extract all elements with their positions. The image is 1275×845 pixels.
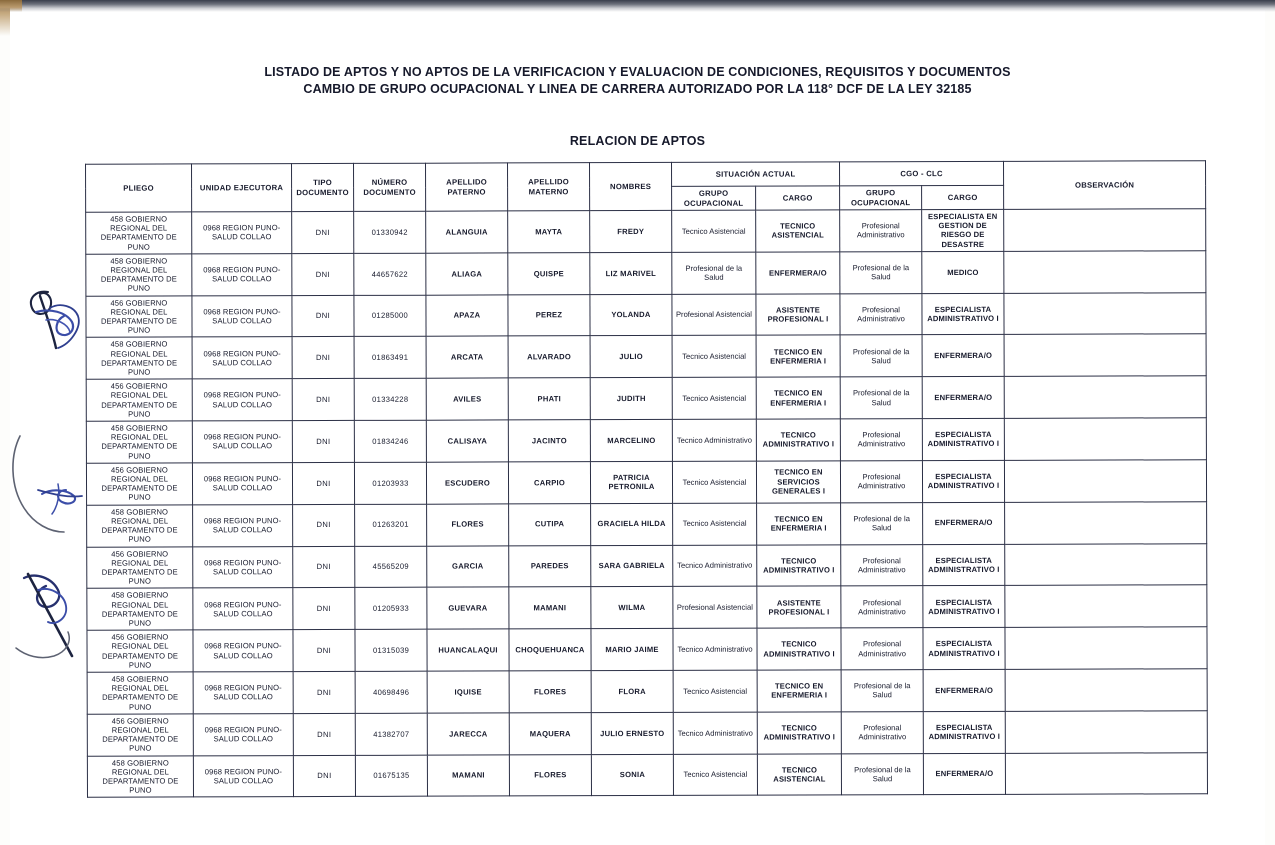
cell-cargo-actual: TECNICO EN ENFERMERIA I [756, 335, 840, 377]
cell-tipo-documento: DNI [293, 504, 355, 546]
cell-apellido-materno: FLORES [509, 754, 591, 796]
cell-apellido-paterno: ESCUDERO [426, 462, 508, 504]
relacion-de-aptos-table [85, 160, 1208, 798]
cell-unidad-ejecutora: 0968 REGION PUNO-SALUD COLLAO [192, 379, 292, 421]
cell-apellido-paterno: ALANGUIA [426, 211, 508, 253]
cell-apellido-materno: QUISPE [508, 252, 590, 294]
header-nombres: NOMBRES [590, 162, 672, 210]
cell-observacion [1004, 418, 1206, 460]
header-grupo-ocupacional-actual: GRUPO OCUPACIONAL [672, 186, 756, 210]
header-apellido-paterno: APELLIDO PATERNO [426, 163, 508, 211]
cell-apellido-materno: CUTIPA [509, 503, 591, 545]
cell-nombres: JULIO [590, 336, 672, 378]
cell-observacion [1005, 543, 1207, 585]
cell-numero-documento: 01203933 [354, 462, 426, 504]
cell-grupo-actual: Tecnico Administrativo [673, 545, 757, 587]
cell-numero-documento: 44657622 [354, 253, 426, 295]
cell-observacion [1005, 752, 1207, 794]
cell-unidad-ejecutora: 0968 REGION PUNO-SALUD COLLAO [193, 713, 293, 755]
cell-unidad-ejecutora: 0968 REGION PUNO-SALUD COLLAO [192, 253, 292, 295]
cell-cargo-actual: TECNICO ADMINISTRATIVO I [757, 712, 841, 754]
cell-observacion [1005, 627, 1207, 669]
table-row [87, 501, 1207, 546]
cell-apellido-materno: JACINTO [508, 420, 590, 462]
cell-observacion [1004, 334, 1206, 376]
cell-nombres: JUDITH [590, 378, 672, 420]
cell-tipo-documento: DNI [293, 755, 355, 797]
cell-apellido-materno: ALVARADO [508, 336, 590, 378]
cell-apellido-materno: MAQUERA [509, 712, 591, 754]
header-pliego: PLIEGO [86, 164, 192, 212]
cell-observacion [1004, 376, 1206, 418]
cell-numero-documento: 01205933 [355, 588, 427, 630]
cell-pliego: 458 GOBIERNO REGIONAL DEL DEPARTAMENTO DE PUNO [87, 505, 193, 547]
cell-cargo-cgo: MEDICO [922, 251, 1004, 293]
cell-grupo-actual: Tecnico Asistencial [673, 503, 757, 545]
aptos-table-container [85, 160, 1207, 798]
cell-numero-documento: 01863491 [354, 337, 426, 379]
cell-grupo-cgo: Profesional Administrativo [840, 210, 922, 252]
cell-cargo-cgo: ENFERMERA/O [923, 669, 1005, 711]
cell-unidad-ejecutora: 0968 REGION PUNO-SALUD COLLAO [192, 462, 292, 504]
cell-nombres: FREDY [590, 210, 672, 252]
cell-tipo-documento: DNI [292, 420, 354, 462]
cell-cargo-actual: TECNICO ASISTENCIAL [756, 210, 840, 252]
cell-unidad-ejecutora: 0968 REGION PUNO-SALUD COLLAO [193, 755, 293, 797]
cell-numero-documento: 45565209 [355, 546, 427, 588]
cell-nombres: MARIO JAIME [591, 629, 673, 671]
header-numero-documento: NÚMERO DOCUMENTO [354, 163, 426, 211]
cell-apellido-materno: FLORES [509, 671, 591, 713]
cell-unidad-ejecutora: 0968 REGION PUNO-SALUD COLLAO [193, 546, 293, 588]
cell-pliego: 458 GOBIERNO REGIONAL DEL DEPARTAMENTO DE PUNO [87, 755, 193, 797]
cell-nombres: MARCELINO [590, 419, 672, 461]
cell-grupo-actual: Tecnico Asistencial [672, 377, 756, 419]
table-row [86, 376, 1206, 421]
table-header-row-1 [86, 161, 1206, 189]
cell-cargo-cgo: ENFERMERA/O [923, 753, 1005, 795]
cell-grupo-actual: Tecnico Administrativo [672, 419, 756, 461]
cell-apellido-materno: PHATI [508, 378, 590, 420]
cell-apellido-materno: MAYTA [508, 211, 590, 253]
header-observacion: OBSERVACIÓN [1004, 161, 1206, 210]
cell-pliego: 456 GOBIERNO REGIONAL DEL DEPARTAMENTO DE PUNO [86, 463, 192, 505]
cell-pliego: 456 GOBIERNO REGIONAL DEL DEPARTAMENTO DE PUNO [86, 296, 192, 338]
cell-apellido-paterno: ARCATA [426, 336, 508, 378]
table-row [87, 543, 1207, 588]
cell-cargo-actual: TECNICO EN ENFERMERIA I [757, 503, 841, 545]
cell-tipo-documento: DNI [293, 630, 355, 672]
table-row [87, 669, 1207, 714]
cell-grupo-cgo: Profesional de la Salud [840, 251, 922, 293]
title-line-1: LISTADO DE APTOS Y NO APTOS DE LA VERIFICACION Y EVALUACION DE CONDICIONES, REQUISITOS Y DOCUMENTOS [264, 65, 1011, 79]
header-apellido-materno: APELLIDO MATERNO [508, 163, 590, 211]
table-row [86, 460, 1206, 505]
cell-apellido-paterno: GARCIA [427, 545, 509, 587]
cell-cargo-actual: ASISTENTE PROFESIONAL I [756, 294, 840, 336]
cell-nombres: SARA GABRIELA [591, 545, 673, 587]
cell-grupo-actual: Profesional de la Salud [672, 252, 756, 294]
cell-grupo-actual: Tecnico Asistencial [672, 210, 756, 252]
cell-unidad-ejecutora: 0968 REGION PUNO-SALUD COLLAO [193, 672, 293, 714]
cell-grupo-cgo: Profesional Administrativo [840, 293, 922, 335]
cell-apellido-paterno: APAZA [426, 295, 508, 337]
table-row [87, 752, 1207, 797]
cell-apellido-paterno: ALIAGA [426, 253, 508, 295]
cell-grupo-cgo: Profesional de la Salud [841, 670, 923, 712]
title-line-2: CAMBIO DE GRUPO OCUPACIONAL Y LINEA DE CARRERA AUTORIZADO POR LA 118° DCF DE LA LEY 32185 [303, 82, 972, 96]
cell-pliego: 456 GOBIERNO REGIONAL DEL DEPARTAMENTO DE PUNO [87, 546, 193, 588]
cell-apellido-paterno: IQUISE [427, 671, 509, 713]
cell-numero-documento: 40698496 [355, 671, 427, 713]
cell-apellido-materno: PAREDES [509, 545, 591, 587]
cell-cargo-cgo: ESPECIALISTA ADMINISTRATIVO I [922, 418, 1004, 460]
cell-tipo-documento: DNI [293, 671, 355, 713]
table-body [86, 209, 1208, 798]
cell-tipo-documento: DNI [292, 462, 354, 504]
cell-nombres: JULIO ERNESTO [591, 712, 673, 754]
cell-numero-documento: 41382707 [355, 713, 427, 755]
cell-numero-documento: 01285000 [354, 295, 426, 337]
cell-observacion [1004, 251, 1206, 293]
cell-apellido-paterno: JARECCA [427, 713, 509, 755]
cell-grupo-cgo: Profesional de la Salud [841, 753, 923, 795]
cell-cargo-actual: TECNICO ADMINISTRATIVO I [757, 628, 841, 670]
cell-cargo-actual: ENFERMERA/O [756, 252, 840, 294]
cell-nombres: GRACIELA HILDA [591, 503, 673, 545]
cell-grupo-cgo: Profesional Administrativo [841, 628, 923, 670]
cell-numero-documento: 01834246 [354, 420, 426, 462]
cell-grupo-cgo: Profesional Administrativo [840, 461, 922, 503]
cell-apellido-materno: CARPIO [508, 462, 590, 504]
table-row [86, 251, 1206, 296]
table-header [86, 161, 1206, 213]
cell-pliego: 458 GOBIERNO REGIONAL DEL DEPARTAMENTO DE PUNO [86, 421, 192, 463]
cell-numero-documento: 01263201 [355, 504, 427, 546]
cell-tipo-documento: DNI [292, 379, 354, 421]
cell-observacion [1005, 585, 1207, 627]
cell-grupo-actual: Tecnico Asistencial [673, 670, 757, 712]
cell-cargo-cgo: ENFERMERA/O [922, 335, 1004, 377]
cell-grupo-actual: Tecnico Asistencial [673, 754, 757, 796]
table-row [86, 418, 1206, 463]
cell-apellido-materno: MAMANI [509, 587, 591, 629]
cell-nombres: WILMA [591, 587, 673, 629]
cell-observacion [1005, 501, 1207, 543]
cell-cargo-actual: TECNICO ADMINISTRATIVO I [756, 419, 840, 461]
cell-cargo-actual: TECNICO ADMINISTRATIVO I [757, 544, 841, 586]
scan-edge-artifact [0, 0, 10, 36]
cell-nombres: PATRICIA PETRONILA [590, 461, 672, 503]
header-unidad-ejecutora: UNIDAD EJECUTORA [192, 164, 292, 212]
header-cgo-clc: CGO - CLC [840, 161, 1004, 186]
cell-cargo-cgo: ESPECIALISTA ADMINISTRATIVO I [922, 460, 1004, 502]
cell-apellido-paterno: FLORES [427, 504, 509, 546]
cell-grupo-cgo: Profesional Administrativo [841, 544, 923, 586]
header-situacion-actual: SITUACIÓN ACTUAL [672, 162, 840, 187]
cell-nombres: SONIA [591, 754, 673, 796]
cell-cargo-cgo: ESPECIALISTA ADMINISTRATIVO I [923, 711, 1005, 753]
cell-unidad-ejecutora: 0968 REGION PUNO-SALUD COLLAO [192, 212, 292, 254]
cell-nombres: YOLANDA [590, 294, 672, 336]
cell-cargo-cgo: ESPECIALISTA EN GESTION DE RIESGO DE DESASTRE [922, 209, 1004, 251]
cell-nombres: LIZ MARIVEL [590, 252, 672, 294]
cell-apellido-paterno: GUEVARA [427, 587, 509, 629]
header-grupo-ocupacional-cgo: GRUPO OCUPACIONAL [840, 186, 922, 210]
table-row [87, 627, 1207, 672]
cell-apellido-paterno: CALISAYA [426, 420, 508, 462]
cell-numero-documento: 01330942 [354, 211, 426, 253]
cell-numero-documento: 01675135 [355, 755, 427, 797]
cell-tipo-documento: DNI [292, 253, 354, 295]
cell-pliego: 458 GOBIERNO REGIONAL DEL DEPARTAMENTO DE PUNO [86, 212, 192, 254]
cell-apellido-paterno: HUANCALAQUI [427, 629, 509, 671]
header-cargo-cgo: CARGO [922, 185, 1004, 209]
cell-tipo-documento: DNI [293, 588, 355, 630]
cell-apellido-materno: CHOQUEHUANCA [509, 629, 591, 671]
cell-nombres: FLORA [591, 670, 673, 712]
cell-observacion [1004, 292, 1206, 334]
cell-tipo-documento: DNI [292, 211, 354, 253]
cell-observacion [1004, 460, 1206, 502]
header-tipo-documento: TIPO DOCUMENTO [292, 163, 354, 211]
cell-grupo-actual: Profesional Asistencial [672, 294, 756, 336]
table-row [86, 292, 1206, 337]
cell-apellido-paterno: AVILES [426, 378, 508, 420]
cell-grupo-actual: Tecnico Administrativo [673, 712, 757, 754]
document-heading [0, 64, 1275, 98]
cell-observacion [1005, 669, 1207, 711]
cell-cargo-cgo: ESPECIALISTA ADMINISTRATIVO I [923, 627, 1005, 669]
cell-cargo-cgo: ESPECIALISTA ADMINISTRATIVO I [922, 293, 1004, 335]
table-row [87, 710, 1207, 755]
cell-grupo-cgo: Profesional Administrativo [840, 419, 922, 461]
table-row [86, 209, 1206, 254]
cell-pliego: 456 GOBIERNO REGIONAL DEL DEPARTAMENTO DE PUNO [87, 714, 193, 756]
cell-grupo-actual: Tecnico Asistencial [672, 461, 756, 503]
cell-unidad-ejecutora: 0968 REGION PUNO-SALUD COLLAO [192, 421, 292, 463]
cell-cargo-actual: TECNICO EN ENFERMERIA I [756, 377, 840, 419]
cell-cargo-cgo: ENFERMERA/O [923, 502, 1005, 544]
cell-grupo-actual: Tecnico Administrativo [673, 628, 757, 670]
cell-pliego: 458 GOBIERNO REGIONAL DEL DEPARTAMENTO DE PUNO [87, 588, 193, 630]
cell-unidad-ejecutora: 0968 REGION PUNO-SALUD COLLAO [192, 337, 292, 379]
table-row [87, 585, 1207, 630]
cell-unidad-ejecutora: 0968 REGION PUNO-SALUD COLLAO [193, 588, 293, 630]
section-title: RELACION DE APTOS [569, 134, 706, 148]
cell-apellido-materno: PEREZ [508, 294, 590, 336]
cell-grupo-cgo: Profesional de la Salud [841, 502, 923, 544]
cell-grupo-actual: Profesional Asistencial [673, 586, 757, 628]
cell-observacion [1004, 209, 1206, 251]
cell-apellido-paterno: MAMANI [427, 754, 509, 796]
cell-tipo-documento: DNI [292, 337, 354, 379]
cell-cargo-cgo: ENFERMERA/O [922, 377, 1004, 419]
cell-grupo-cgo: Profesional Administrativo [841, 586, 923, 628]
cell-unidad-ejecutora: 0968 REGION PUNO-SALUD COLLAO [192, 295, 292, 337]
cell-observacion [1005, 710, 1207, 752]
cell-unidad-ejecutora: 0968 REGION PUNO-SALUD COLLAO [193, 630, 293, 672]
cell-pliego: 456 GOBIERNO REGIONAL DEL DEPARTAMENTO DE PUNO [87, 630, 193, 672]
cell-pliego: 458 GOBIERNO REGIONAL DEL DEPARTAMENTO DE PUNO [87, 672, 193, 714]
cell-numero-documento: 01315039 [355, 629, 427, 671]
cell-cargo-actual: TECNICO EN SERVICIOS GENERALES I [756, 461, 840, 503]
cell-pliego: 458 GOBIERNO REGIONAL DEL DEPARTAMENTO DE PUNO [86, 254, 192, 296]
cell-pliego: 458 GOBIERNO REGIONAL DEL DEPARTAMENTO DE PUNO [86, 337, 192, 379]
cell-tipo-documento: DNI [292, 295, 354, 337]
cell-cargo-actual: ASISTENTE PROFESIONAL I [757, 586, 841, 628]
header-cargo-actual: CARGO [756, 186, 840, 210]
cell-grupo-cgo: Profesional de la Salud [840, 335, 922, 377]
cell-cargo-actual: TECNICO EN ENFERMERIA I [757, 670, 841, 712]
cell-tipo-documento: DNI [293, 713, 355, 755]
table-row [86, 334, 1206, 379]
cell-unidad-ejecutora: 0968 REGION PUNO-SALUD COLLAO [193, 504, 293, 546]
cell-numero-documento: 01334228 [354, 378, 426, 420]
cell-grupo-actual: Tecnico Asistencial [672, 336, 756, 378]
cell-tipo-documento: DNI [293, 546, 355, 588]
cell-cargo-cgo: ESPECIALISTA ADMINISTRATIVO I [923, 544, 1005, 586]
cell-pliego: 456 GOBIERNO REGIONAL DEL DEPARTAMENTO DE PUNO [86, 379, 192, 421]
cell-cargo-actual: TECNICO ASISTENCIAL [757, 753, 841, 795]
cell-grupo-cgo: Profesional Administrativo [841, 711, 923, 753]
cell-cargo-cgo: ESPECIALISTA ADMINISTRATIVO I [923, 586, 1005, 628]
cell-grupo-cgo: Profesional de la Salud [840, 377, 922, 419]
